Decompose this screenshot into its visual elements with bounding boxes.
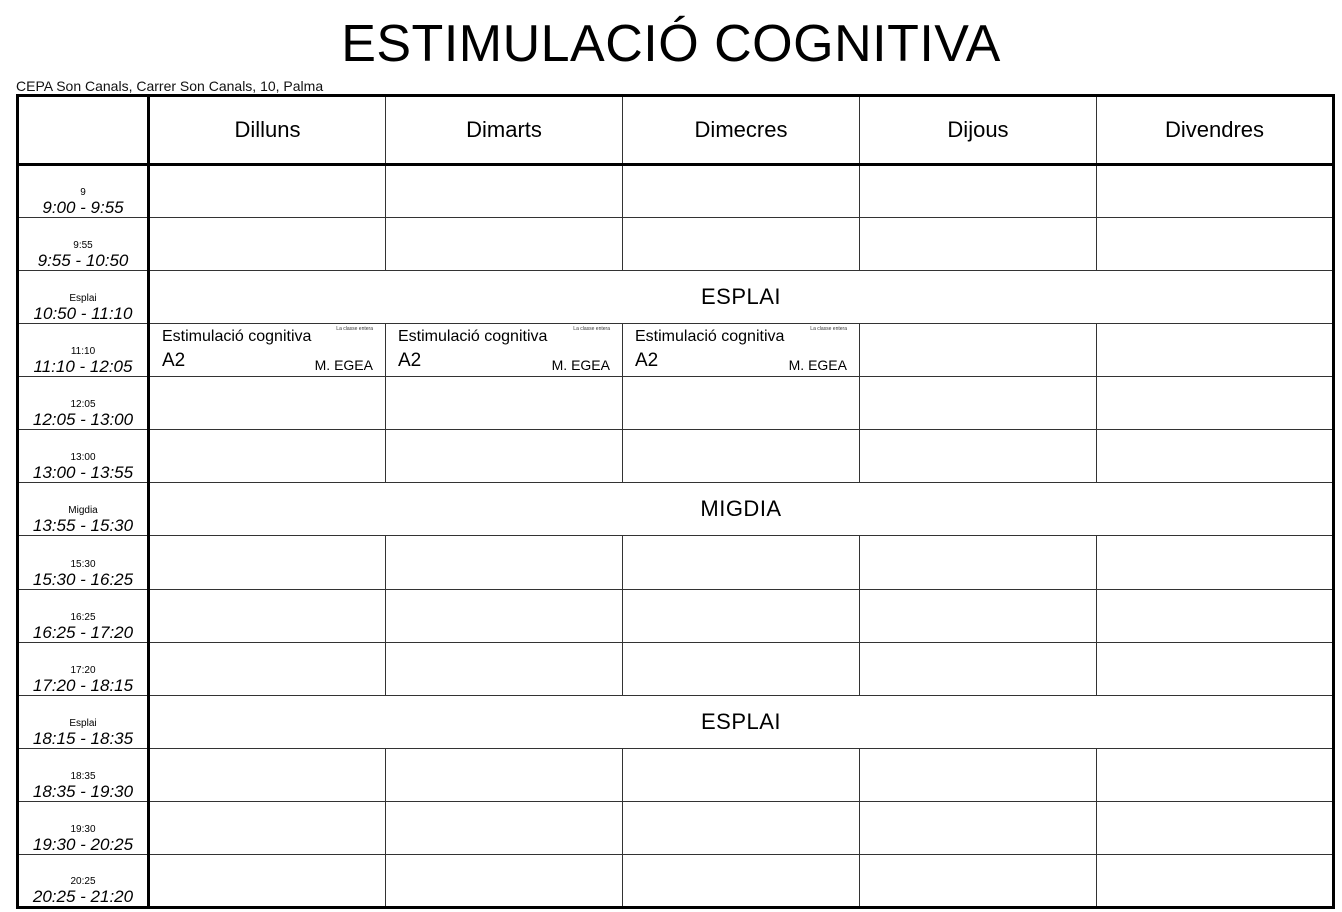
day-header-dilluns: Dilluns bbox=[149, 96, 386, 165]
empty-cell bbox=[1097, 165, 1334, 218]
page-title: ESTIMULACIÓ COGNITIVA bbox=[341, 15, 1001, 73]
lesson-group: A2 bbox=[162, 350, 186, 372]
slot-time-range: 15:30 - 16:25 bbox=[32, 569, 134, 589]
empty-cell bbox=[386, 748, 623, 801]
empty-cell bbox=[623, 589, 860, 642]
lesson-note: La classe entera bbox=[810, 326, 847, 333]
timetable-row bbox=[18, 377, 1334, 430]
slot-time-range: 18:15 - 18:35 bbox=[32, 728, 134, 748]
empty-cell bbox=[149, 536, 386, 589]
empty-cell bbox=[386, 854, 623, 907]
empty-cell bbox=[860, 165, 1097, 218]
break-cell: MIGDIA bbox=[149, 483, 1334, 536]
lesson-teacher: M. EGEA bbox=[314, 357, 373, 374]
lesson-note: La classe entera bbox=[336, 326, 373, 333]
empty-cell bbox=[1097, 536, 1334, 589]
lesson-cell bbox=[149, 324, 386, 377]
slot-time-range: 9:55 - 10:50 bbox=[37, 251, 129, 271]
time-slot-cell bbox=[18, 165, 149, 218]
lesson-subject: Estimulació cognitiva bbox=[635, 328, 785, 346]
timetable-row bbox=[18, 642, 1334, 695]
empty-cell bbox=[149, 377, 386, 430]
empty-cell bbox=[149, 642, 386, 695]
timetable-row bbox=[18, 430, 1334, 483]
timetable-row bbox=[18, 165, 1334, 218]
empty-cell bbox=[149, 854, 386, 907]
empty-cell bbox=[1097, 748, 1334, 801]
slot-time-range: 10:50 - 11:10 bbox=[33, 304, 133, 324]
slot-label: 19:30 bbox=[70, 823, 96, 835]
slot-label: 11:10 bbox=[70, 346, 96, 358]
lesson-group: A2 bbox=[635, 350, 659, 372]
empty-cell bbox=[386, 589, 623, 642]
break-cell: ESPLAI bbox=[149, 695, 1334, 748]
empty-cell bbox=[860, 589, 1097, 642]
empty-cell bbox=[1097, 324, 1334, 377]
timetable-row bbox=[18, 218, 1334, 271]
time-slot-cell bbox=[18, 483, 149, 536]
break-cell: ESPLAI bbox=[149, 271, 1334, 324]
empty-cell bbox=[1097, 218, 1334, 271]
header-row bbox=[18, 96, 1334, 165]
empty-cell bbox=[860, 324, 1097, 377]
time-slot-cell bbox=[18, 430, 149, 483]
slot-time-range: 16:25 - 17:20 bbox=[32, 622, 134, 642]
lesson-group: A2 bbox=[398, 350, 422, 372]
slot-time-range: 18:35 - 19:30 bbox=[32, 781, 134, 801]
empty-cell bbox=[1097, 589, 1334, 642]
timetable bbox=[16, 94, 1335, 909]
slot-label: 9 bbox=[80, 187, 86, 199]
timetable-row bbox=[18, 695, 1334, 748]
slot-label: Esplai bbox=[69, 293, 97, 305]
time-slot-cell bbox=[18, 801, 149, 854]
time-slot-cell bbox=[18, 748, 149, 801]
day-header-dimarts: Dimarts bbox=[386, 96, 623, 165]
slot-label: 9:55 bbox=[73, 240, 93, 252]
empty-cell bbox=[1097, 854, 1334, 907]
timetable-row bbox=[18, 748, 1334, 801]
slot-time-range: 12:05 - 13:00 bbox=[32, 410, 134, 430]
timetable-row bbox=[18, 483, 1334, 536]
empty-cell bbox=[1097, 377, 1334, 430]
slot-label: 15:30 bbox=[70, 558, 96, 570]
slot-time-range: 13:55 - 15:30 bbox=[32, 516, 134, 536]
school-address: CEPA Son Canals, Carrer Son Canals, 10, Palma bbox=[16, 78, 324, 94]
empty-cell bbox=[623, 748, 860, 801]
time-slot-cell bbox=[18, 324, 149, 377]
empty-cell bbox=[386, 218, 623, 271]
time-slot-cell bbox=[18, 218, 149, 271]
empty-cell bbox=[623, 642, 860, 695]
slot-time-range: 9:00 - 9:55 bbox=[42, 198, 124, 218]
empty-cell bbox=[149, 430, 386, 483]
lesson-cell bbox=[386, 324, 623, 377]
empty-cell bbox=[386, 642, 623, 695]
empty-cell bbox=[386, 165, 623, 218]
slot-time-range: 11:10 - 12:05 bbox=[33, 357, 133, 377]
empty-cell bbox=[1097, 430, 1334, 483]
slot-label: Migdia bbox=[68, 505, 98, 517]
empty-cell bbox=[860, 801, 1097, 854]
empty-cell bbox=[623, 218, 860, 271]
time-slot-cell bbox=[18, 377, 149, 430]
timetable-row bbox=[18, 589, 1334, 642]
empty-cell bbox=[623, 801, 860, 854]
timetable-row bbox=[18, 324, 1334, 377]
empty-cell bbox=[386, 377, 623, 430]
slot-label: 13:00 bbox=[70, 452, 96, 464]
empty-cell bbox=[149, 748, 386, 801]
lesson-cell bbox=[623, 324, 860, 377]
lesson-subject: Estimulació cognitiva bbox=[398, 328, 548, 346]
slot-time-range: 20:25 - 21:20 bbox=[32, 887, 134, 906]
empty-cell bbox=[149, 801, 386, 854]
empty-cell bbox=[623, 430, 860, 483]
empty-cell bbox=[1097, 801, 1334, 854]
empty-cell bbox=[149, 165, 386, 218]
lesson-teacher: M. EGEA bbox=[788, 357, 847, 374]
empty-cell bbox=[860, 218, 1097, 271]
empty-cell bbox=[1097, 642, 1334, 695]
slot-label: 20:25 bbox=[70, 876, 96, 887]
slot-label: 16:25 bbox=[70, 611, 96, 623]
timetable-row bbox=[18, 536, 1334, 589]
slot-label: 17:20 bbox=[70, 664, 96, 676]
empty-cell bbox=[860, 536, 1097, 589]
time-slot-cell bbox=[18, 271, 149, 324]
timetable-row bbox=[18, 854, 1334, 907]
slot-time-range: 17:20 - 18:15 bbox=[32, 675, 134, 695]
slot-label: Esplai bbox=[69, 717, 97, 729]
empty-cell bbox=[149, 218, 386, 271]
lesson-note: La classe entera bbox=[573, 326, 610, 333]
slot-time-range: 13:00 - 13:55 bbox=[32, 463, 134, 483]
empty-cell bbox=[623, 854, 860, 907]
time-slot-cell bbox=[18, 642, 149, 695]
empty-cell bbox=[860, 748, 1097, 801]
slot-label: 12:05 bbox=[70, 399, 96, 411]
timetable-row bbox=[18, 271, 1334, 324]
empty-cell bbox=[860, 430, 1097, 483]
lesson-subject: Estimulació cognitiva bbox=[162, 328, 312, 346]
time-slot-cell bbox=[18, 536, 149, 589]
slot-label: 18:35 bbox=[70, 770, 96, 782]
empty-cell bbox=[386, 430, 623, 483]
time-slot-cell bbox=[18, 695, 149, 748]
corner-cell bbox=[18, 96, 149, 165]
empty-cell bbox=[623, 377, 860, 430]
empty-cell bbox=[149, 589, 386, 642]
lesson-teacher: M. EGEA bbox=[551, 357, 610, 374]
empty-cell bbox=[860, 642, 1097, 695]
day-header-dijous: Dijous bbox=[860, 96, 1097, 165]
empty-cell bbox=[623, 536, 860, 589]
day-header-divendres: Divendres bbox=[1097, 96, 1334, 165]
empty-cell bbox=[386, 536, 623, 589]
timetable-row bbox=[18, 801, 1334, 854]
empty-cell bbox=[623, 165, 860, 218]
time-slot-cell bbox=[18, 589, 149, 642]
day-header-dimecres: Dimecres bbox=[623, 96, 860, 165]
slot-time-range: 19:30 - 20:25 bbox=[32, 834, 134, 854]
empty-cell bbox=[860, 854, 1097, 907]
time-slot-cell bbox=[18, 854, 149, 907]
empty-cell bbox=[860, 377, 1097, 430]
empty-cell bbox=[386, 801, 623, 854]
